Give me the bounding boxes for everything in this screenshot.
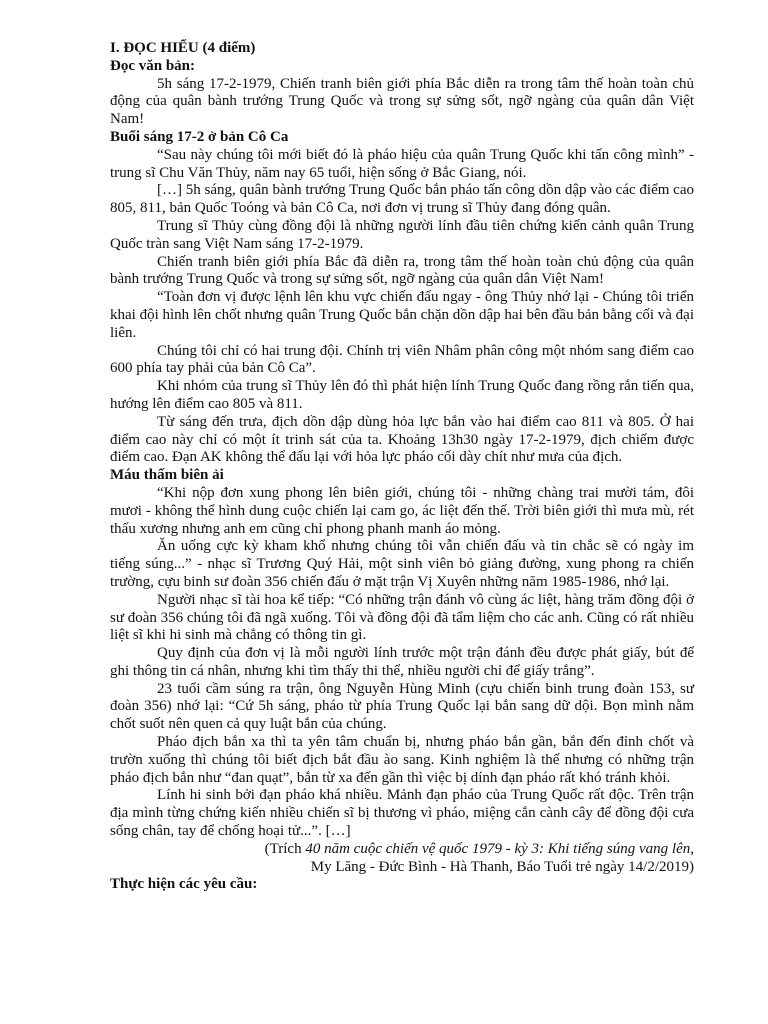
tasks-heading: Thực hiện các yêu cầu: <box>110 876 258 893</box>
paragraph: Chúng tôi chỉ có hai trung đội. Chính trị viên Nhâm phân công một nhóm sang điểm cao 600 phía tay phải của bản Cô Ca”. <box>110 342 694 377</box>
paragraph: Người nhạc sĩ tài hoa kể tiếp: “Có những trận đánh vô cùng ác liệt, hàng trăm đồng đội ở sư đoàn 356 chúng tôi đã ngã xuống. Tôi và đồng đội đã tẩm liệm cho các anh. Cũng có rất nhiều liệt sĩ khi hi sinh mà chẳng có thông tin gì. <box>110 591 694 644</box>
paragraph: 23 tuổi cầm súng ra trận, ông Nguyễn Hùng Minh (cựu chiến binh trung đoàn 153, sư đoàn 356) nhớ lại: “Cứ 5h sáng, pháo từ phía Trung Quốc lại bắn sang dữ dội. Bọn mình nằm chốt suốt nên quen cả quy luật bắn của chúng. <box>110 680 694 733</box>
paragraph: Chiến tranh biên giới phía Bắc đã diễn ra, trong tâm thế hoàn toàn chủ động của quân bành trướng Trung Quốc và trong sự sửng sốt, ngỡ ngàng của quân dân Việt Nam! <box>110 253 694 288</box>
paragraph: Khi nhóm của trung sĩ Thủy lên đó thì phát hiện lính Trung Quốc đang rồng rắn tiến qua, hướng lên điểm cao 805 và 811. <box>110 378 694 412</box>
section-heading: I. ĐỌC HIỂU (4 điểm) <box>110 40 256 56</box>
read-heading: Đọc văn bản: <box>110 57 196 74</box>
paragraph: “Khi nộp đơn xung phong lên biên giới, chúng tôi - những chàng trai mười tám, đôi mươi - không thể hình dung cuộc chiến lại cam go, ác liệt đến thế. Trời biên giới thì mưa mù, rét thấu xương nhưng anh em cũng chỉ phong phanh manh áo mỏng. <box>110 484 694 537</box>
source-citation-line1 <box>110 841 694 859</box>
section2-title: Máu thấm biên ải <box>110 467 224 484</box>
paragraph: Ăn uống cực kỳ kham khổ nhưng chúng tôi vẫn chiến đấu và tin chắc sẽ có ngày im tiếng súng...” - nhạc sĩ Trương Quý Hải, một sinh viên bỏ giảng đường, xung phong ra chiến trường, cựu binh sư đoàn 356 chiến đấu ở mặt trận Vị Xuyên những năm 1985-1986, nhớ lại. <box>110 538 694 590</box>
paragraph: Quy định của đơn vị là mỗi người lính trước một trận đánh đều được phát giấy, bút để ghi thông tin cá nhân, nhưng khi tìm thấy thi thể, nhiều người chỉ để giấy trắng”. <box>110 645 694 679</box>
paragraph: Trung sĩ Thủy cùng đồng đội là những người lính đầu tiên chứng kiến cảnh quân Trung Quốc tràn sang Việt Nam sáng 17-2-1979. <box>110 217 694 252</box>
source-prefix: (Trích <box>264 840 306 857</box>
paragraph: Pháo địch bắn xa thì ta yên tâm chuẩn bị, nhưng pháo bắn gần, bắn đến đỉnh chốt và trườn xuống thì chúng tôi biết địch bắt đầu ào sang. Kinh nghiệm là thế nhưng có những trận pháo địch bắn như “đan quạt”, bắn từ xa đến gần thì việc bị dính đạn pháo rất khó tránh khỏi. <box>110 734 694 786</box>
source-citation-line2: My Lăng - Đức Bình - Hà Thanh, Báo Tuổi trẻ ngày 14/2/2019) <box>310 858 694 875</box>
intro-paragraph: 5h sáng 17-2-1979, Chiến tranh biên giới phía Bắc diễn ra trong tâm thế hoàn toàn chủ động của quân bành trướng Trung Quốc và trong sự sửng sốt, ngỡ ngàng của quân dân Việt Nam! <box>110 75 694 128</box>
paragraph: “Sau này chúng tôi mới biết đó là pháo hiệu của quân Trung Quốc khi tấn công mình” - trung sĩ Chu Văn Thủy, năm nay 65 tuổi, hiện sống ở Bắc Giang, nói. <box>110 146 694 181</box>
paragraph: “Toàn đơn vị được lệnh lên khu vực chiến đấu ngay - ông Thủy nhớ lại - Chúng tôi triển khai đội hình lên chốt nhưng quân Trung Quốc bắn chặn dồn dập hai bên đầu bản bằng cối và đại liên. <box>110 289 694 341</box>
paragraph: Từ sáng đến trưa, địch dồn dập dùng hỏa lực bắn vào hai điểm cao 811 và 805. Ở hai điểm cao này chỉ có một ít trinh sát của ta. Khoảng 13h30 ngày 17-2-1979, địch chiếm được điểm cao. Đạn AK không thể đấu lại với hỏa lực pháo cối dày chít như mưa của địch. <box>110 413 694 466</box>
paragraph: […] 5h sáng, quân bành trướng Trung Quốc bắn pháo tấn công dồn dập vào các điểm cao 805, 811, bản Quốc Toóng và bản Cô Ca, nơi đơn vị trung sĩ Thủy đang đóng quân. <box>110 182 694 217</box>
paragraph: Lính hi sinh bởi đạn pháo khá nhiều. Mảnh đạn pháo của Trung Quốc rất độc. Trên trận địa mình từng chứng kiến nhiều chiến sĩ bị thương vì pháo, miệng cắn cành cây để đồng đội cưa sống chân, tay để chống hoại tử...”. […] <box>110 787 694 840</box>
section1-title: Buổi sáng 17-2 ở bản Cô Ca <box>110 128 289 145</box>
source-title: 40 năm cuộc chiến vệ quốc 1979 - kỳ 3: Khi tiếng súng vang lên, <box>305 840 694 857</box>
